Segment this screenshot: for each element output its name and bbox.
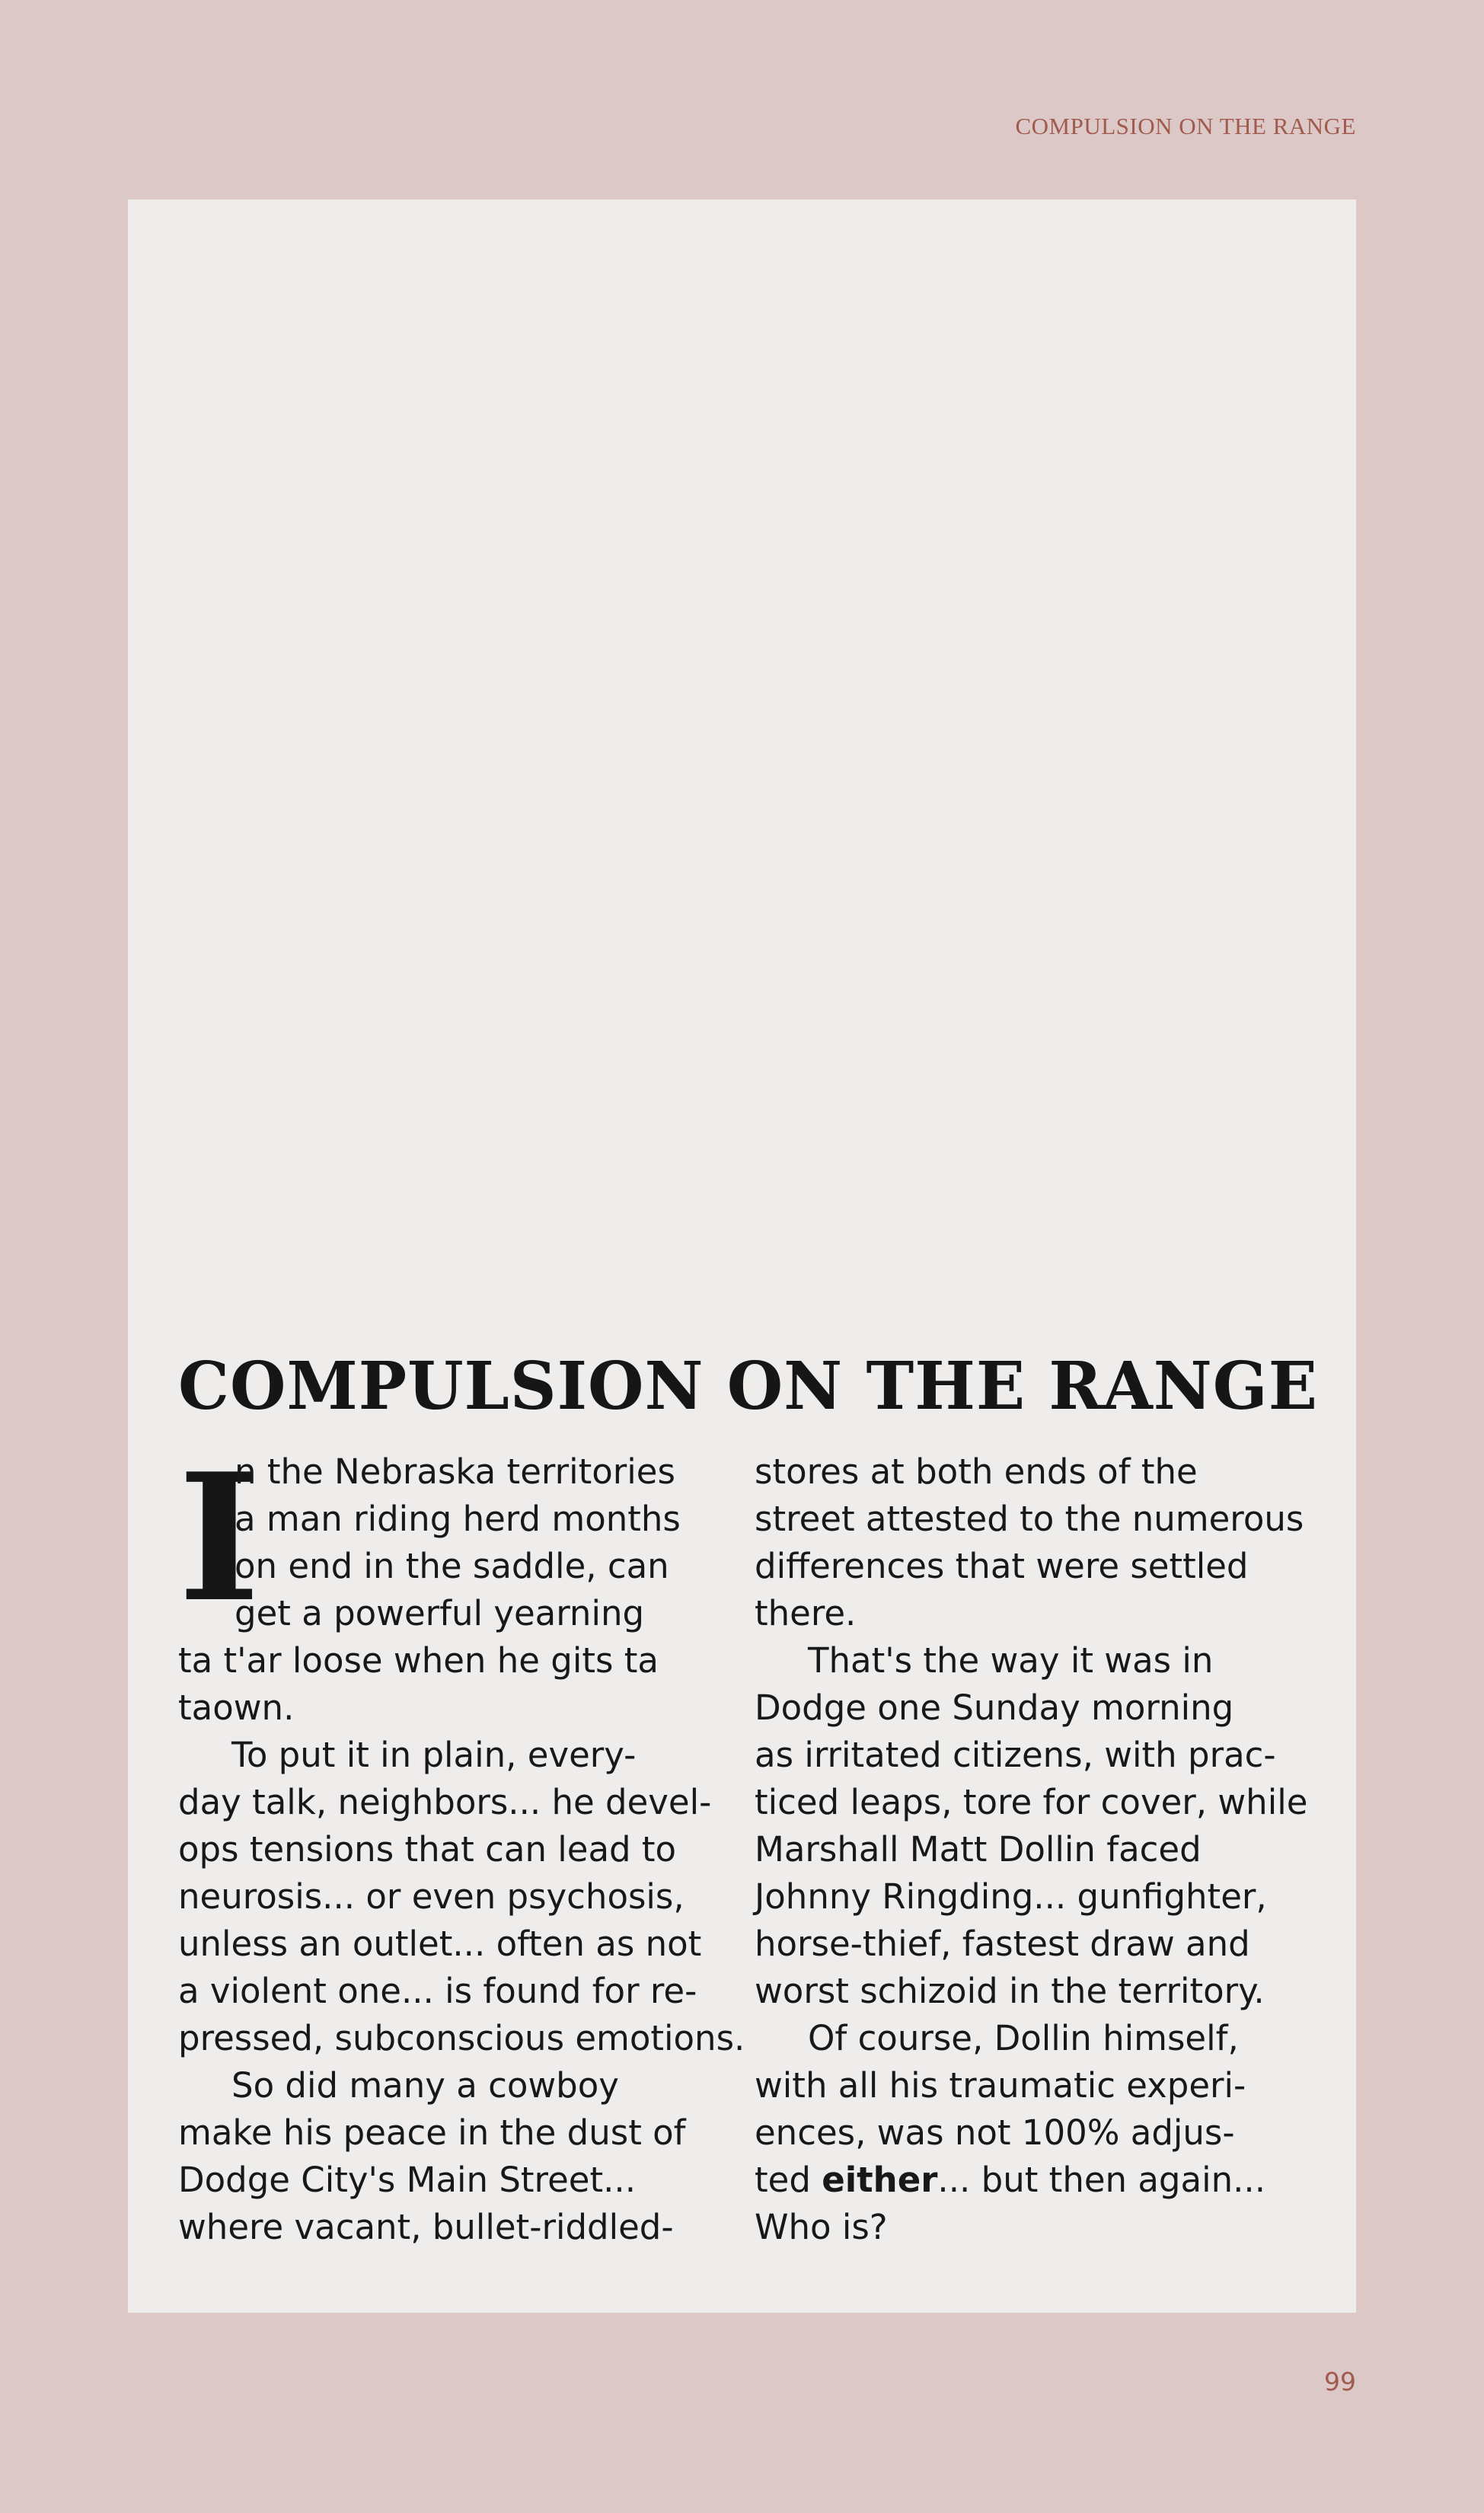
text-line: day talk, neighbors... he devel- — [178, 1782, 712, 1822]
left-column — [178, 1435, 745, 2251]
text-line: Marshall Matt Dollin faced — [755, 1829, 1202, 1870]
text-line: worst schizoid in the territory. — [755, 1971, 1265, 2011]
text-line: where vacant, bullet-riddled- — [178, 2207, 674, 2247]
dropcap-paragraph — [178, 1435, 734, 1641]
text-segment: ted — [755, 2160, 822, 2200]
dropcap-lines — [228, 1448, 681, 1637]
running-head: COMPULSION ON THE RANGE — [1015, 113, 1356, 139]
emphasized-word: either — [822, 2160, 938, 2200]
text-line: That's the way it was in — [808, 1640, 1214, 1681]
text-line: Of course, Dollin himself, — [808, 2018, 1239, 2058]
text-line: Dodge City's Main Street... — [178, 2160, 636, 2200]
text-line: as irritated citizens, with prac- — [755, 1735, 1276, 1775]
text-line: Johnny Ringding... gunfighter, — [755, 1876, 1267, 1917]
text-line: on end in the saddle, can — [235, 1546, 669, 1586]
text-line: horse-thief, fastest draw and — [755, 1924, 1250, 1964]
story-title: COMPULSION ON THE RANGE — [178, 1348, 1318, 1425]
text-line: neurosis... or even psychosis, — [178, 1876, 685, 1917]
text-line: stores at both ends of the — [755, 1451, 1198, 1492]
text-line: Who is? — [755, 2207, 888, 2247]
text-line: So did many a cowboy — [231, 2065, 619, 2106]
text-line: taown. — [178, 1688, 295, 1728]
text-line: get a powerful yearning — [235, 1593, 645, 1633]
text-line: differences that were settled — [755, 1546, 1249, 1586]
text-line: Dodge one Sunday morning — [755, 1688, 1234, 1728]
left-column-lines — [178, 1637, 745, 2251]
text-line: ences, was not 100% adjus- — [755, 2112, 1235, 2153]
right-column — [755, 1448, 1310, 2251]
text-line: a man riding herd months — [235, 1499, 681, 1539]
text-line: make his peace in the dust of — [178, 2112, 686, 2153]
text-line: n the Nebraska territories — [235, 1451, 675, 1492]
text-line: unless an outlet... often as not — [178, 1924, 702, 1964]
text-line: pressed, subconscious emotions. — [178, 2018, 745, 2058]
text-line: ops tensions that can lead to — [178, 1829, 677, 1870]
text-line: ta t'ar loose when he gits ta — [178, 1640, 659, 1681]
text-line: ticed leaps, tore for cover, while — [755, 1782, 1308, 1822]
text-line — [755, 2157, 1310, 2204]
page-number: 99 — [1324, 2367, 1356, 2396]
text-line: a violent one... is found for re- — [178, 1971, 697, 2011]
text-line: street attested to the numerous — [755, 1499, 1304, 1539]
text-line: To put it in plain, every- — [231, 1735, 637, 1775]
drop-cap: I — [178, 1435, 260, 1641]
story-panel — [128, 200, 1356, 2313]
right-column-lines — [755, 1448, 1310, 2157]
text-line: with all his traumatic experi- — [755, 2065, 1246, 2106]
text-line: there. — [755, 1593, 857, 1633]
text-segment: ... but then again... — [937, 2160, 1265, 2200]
